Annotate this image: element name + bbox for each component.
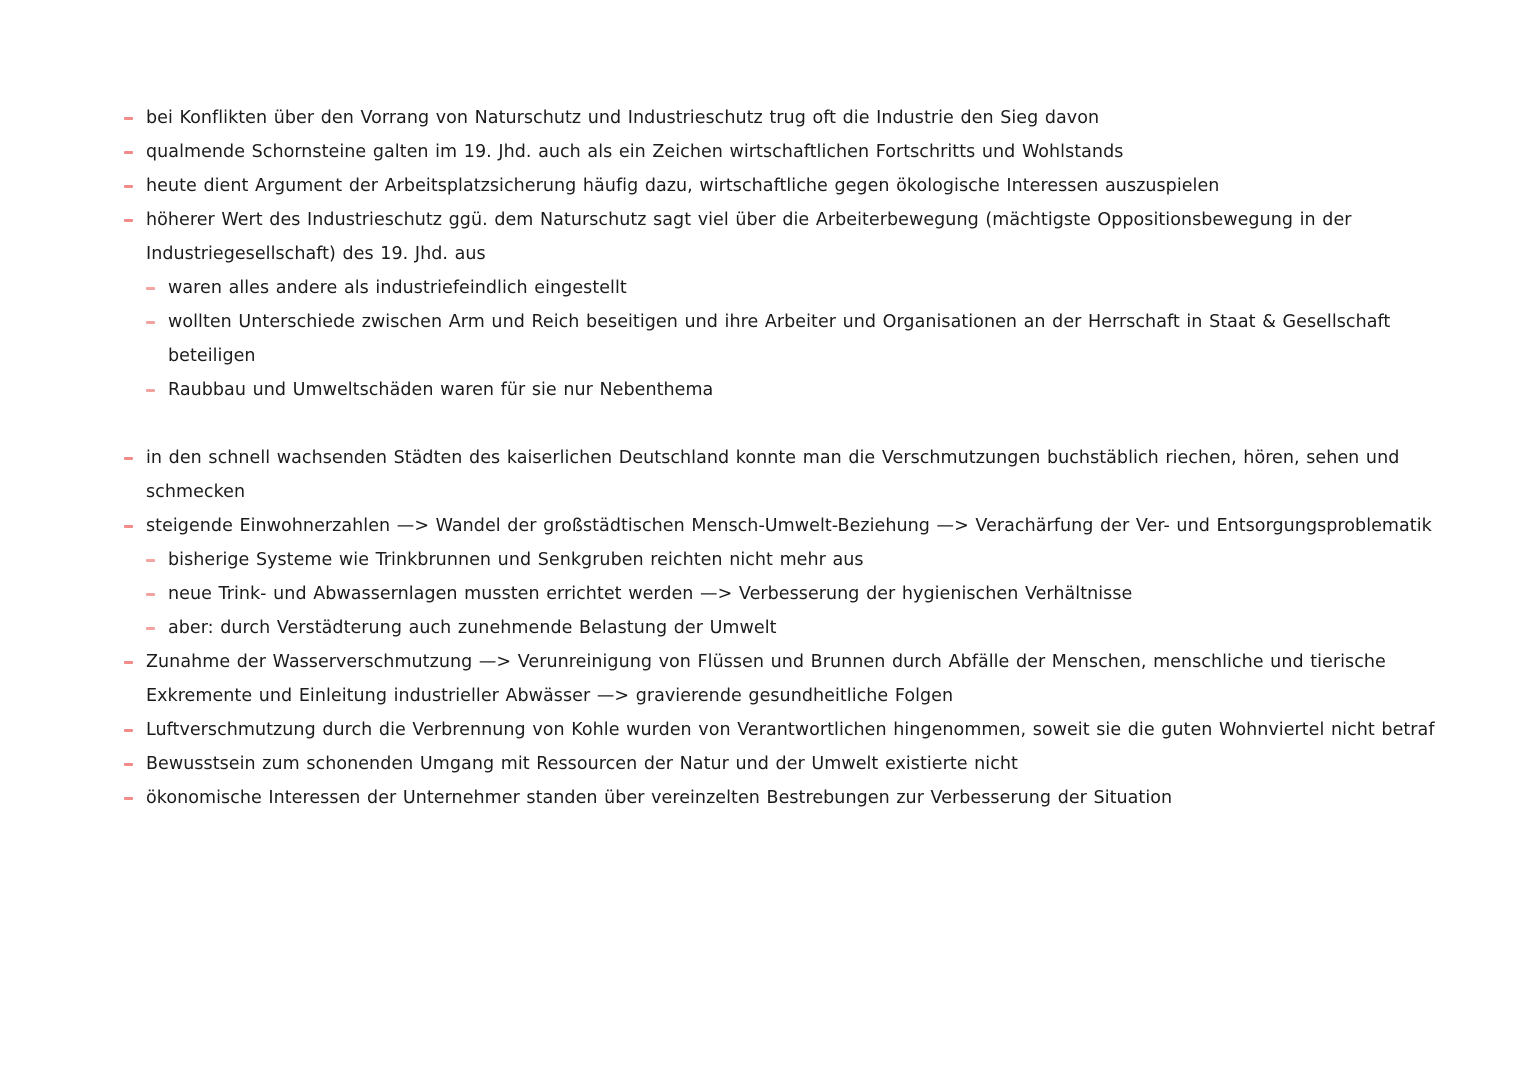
list-item-text: bisherige Systeme wie Trinkbrunnen und Senkgruben reichten nicht mehr aus [168, 550, 864, 570]
list-item [122, 441, 1442, 509]
dash-bullet-icon [146, 321, 155, 324]
sub-list-item [144, 373, 1442, 407]
dash-bullet-icon [124, 797, 133, 800]
sub-list-item [144, 543, 1442, 577]
dash-bullet-icon [124, 151, 133, 154]
list-item [122, 781, 1442, 815]
list-item-text: Raubbau und Umweltschäden waren für sie nur Nebenthema [168, 380, 714, 400]
list-item-text: steigende Einwohnerzahlen —> Wandel der großstädtischen Mensch-Umwelt-Beziehung —> Verachärfung der Ver- und Entsorgungsproblematik [146, 516, 1432, 536]
list-item-text: heute dient Argument der Arbeitsplatzsicherung häufig dazu, wirtschaftliche gegen ökologische Interessen auszuspielen [146, 176, 1220, 196]
list-item [122, 203, 1442, 271]
dash-bullet-icon [124, 729, 133, 732]
dash-bullet-icon [124, 185, 133, 188]
list-item [122, 713, 1442, 747]
list-item-text: waren alles andere als industriefeindlich eingestellt [168, 278, 627, 298]
dash-bullet-icon [146, 593, 155, 596]
list-item-text: ökonomische Interessen der Unternehmer standen über vereinzelten Bestrebungen zur Verbesserung der Situation [146, 788, 1173, 808]
dash-bullet-icon [124, 219, 133, 222]
dash-bullet-icon [146, 389, 155, 392]
dash-bullet-icon [146, 627, 155, 630]
dash-bullet-icon [146, 287, 155, 290]
list-item [122, 169, 1442, 203]
sub-list-item [144, 611, 1442, 645]
list-item-text: höherer Wert des Industrieschutz ggü. dem Naturschutz sagt viel über die Arbeiterbewegung (mächtigste Oppositionsbewegung in der Industriegesellschaft) des 19. Jhd. aus [146, 210, 1352, 264]
list-item-text: bei Konflikten über den Vorrang von Naturschutz und Industrieschutz trug oft die Industrie den Sieg davon [146, 108, 1100, 128]
dash-bullet-icon [124, 457, 133, 460]
list-item-text: aber: durch Verstädterung auch zunehmende Belastung der Umwelt [168, 618, 777, 638]
list-item-text: neue Trink- und Abwassernlagen mussten errichtet werden —> Verbesserung der hygienischen Verhältnisse [168, 584, 1133, 604]
dash-bullet-icon [146, 559, 155, 562]
dash-bullet-icon [124, 763, 133, 766]
list-item-text: Luftverschmutzung durch die Verbrennung von Kohle wurden von Verantwortlichen hingenommen, soweit sie die guten Wohnviertel nicht betraf [146, 720, 1435, 740]
dash-bullet-icon [124, 117, 133, 120]
sub-list-item [144, 305, 1442, 373]
list-item-text: Zunahme der Wasserverschmutzung —> Verunreinigung von Flüssen und Brunnen durch Abfälle der Menschen, menschliche und tierische Exkremente und Einleitung industrieller Abwässer —> gravierende gesundheitliche Folgen [146, 652, 1386, 706]
list-item-text: qualmende Schornsteine galten im 19. Jhd. auch als ein Zeichen wirtschaftlichen Fortschritts und Wohlstands [146, 142, 1124, 162]
sub-list-item [144, 577, 1442, 611]
list-item [122, 645, 1442, 713]
list-item [122, 747, 1442, 781]
list-item-text: Bewusstsein zum schonenden Umgang mit Ressourcen der Natur und der Umwelt existierte nicht [146, 754, 1018, 774]
notes-list [122, 101, 1442, 815]
list-item [122, 135, 1442, 169]
dash-bullet-icon [124, 661, 133, 664]
sub-list-item [144, 271, 1442, 305]
list-item-text: in den schnell wachsenden Städten des kaiserlichen Deutschland konnte man die Verschmutzungen buchstäblich riechen, hören, sehen und schmecken [146, 448, 1400, 502]
list-item [122, 509, 1442, 543]
dash-bullet-icon [124, 525, 133, 528]
list-item [122, 101, 1442, 135]
list-item-text: wollten Unterschiede zwischen Arm und Reich beseitigen und ihre Arbeiter und Organisationen an der Herrschaft in Staat & Gesellschaft beteiligen [168, 312, 1391, 366]
